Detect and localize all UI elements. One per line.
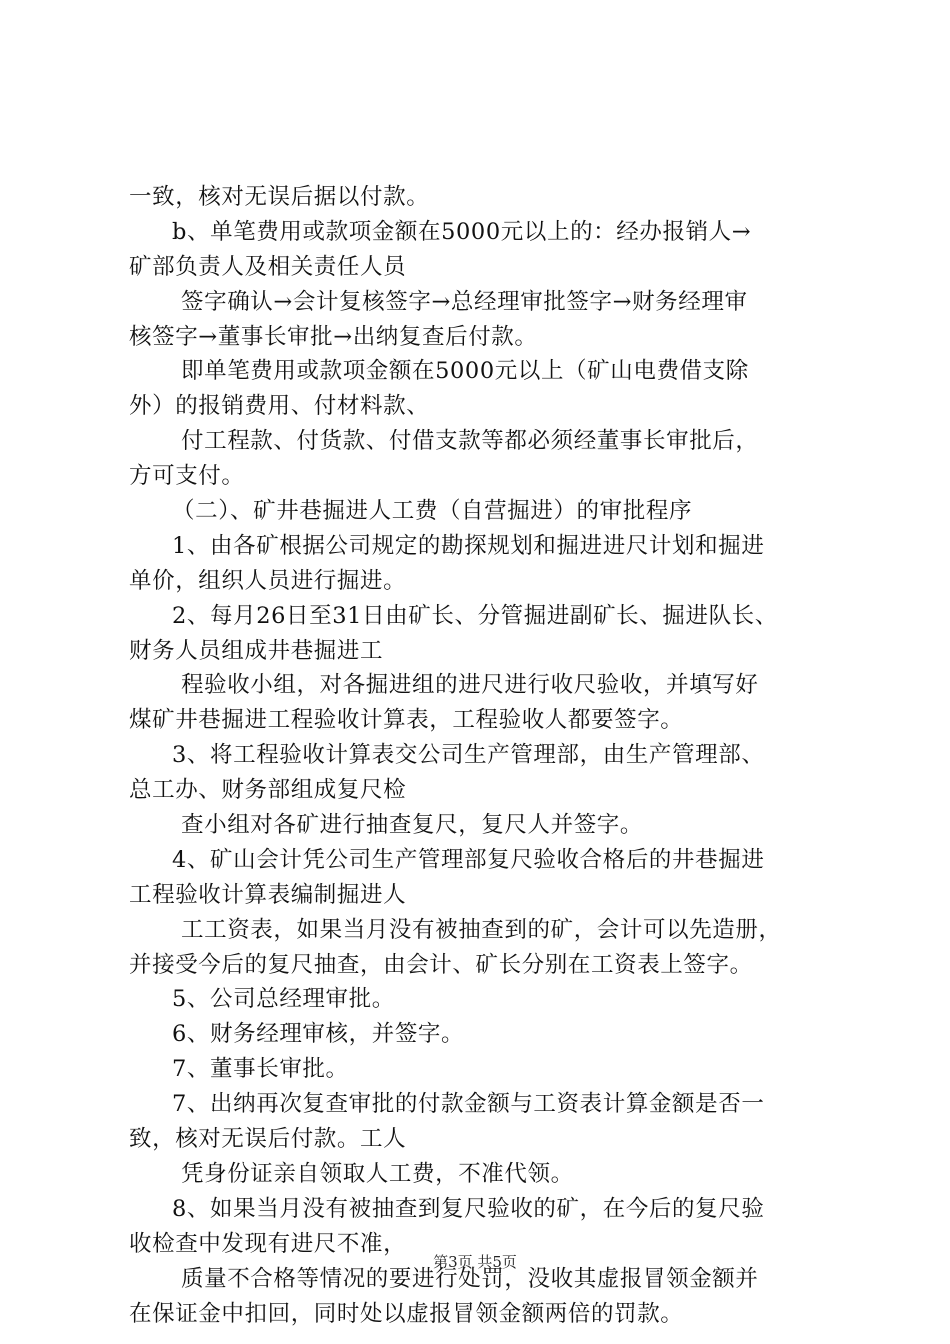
text-line: 方可支付。 xyxy=(129,463,245,490)
text-line: 5、公司总经理审批。 xyxy=(172,986,395,1013)
text-line: 程验收小组，对各掘进组的进尺进行收尺验收，并填写好 xyxy=(181,672,759,699)
text-line: 4、矿山会计凭公司生产管理部复尺验收合格后的井巷掘进 xyxy=(172,846,765,873)
text-line: 工程验收计算表编制掘进人 xyxy=(129,881,407,908)
text-line: 财务人员组成井巷掘进工 xyxy=(129,637,384,664)
text-line: 在保证金中扣回，同时处以虚报冒领金额两倍的罚款。 xyxy=(129,1300,684,1327)
text-line: 2、每月26日至31日由矿长、分管掘进副矿长、掘进队长、 xyxy=(172,602,778,629)
text-line: 单价，组织人员进行掘进。 xyxy=(129,567,407,594)
text-line: 工工资表，如果当月没有被抽查到的矿，会计可以先造册， xyxy=(181,916,782,943)
text-line: 1、由各矿根据公司规定的勘探规划和掘进进尺计划和掘进 xyxy=(172,532,765,559)
text-line: 3、将工程验收计算表交公司生产管理部，由生产管理部、 xyxy=(172,742,765,769)
text-line: 核签字→董事长审批→出纳复查后付款。 xyxy=(129,323,538,350)
text-line: （二）、矿井巷掘进人工费（自营掘进）的审批程序 xyxy=(172,498,693,525)
text-line: 收检查中发现有进尺不准， xyxy=(129,1230,407,1257)
text-line: 签字确认→会计复核签字→总经理审批签字→财务经理审 xyxy=(181,288,748,315)
text-line: 矿部负责人及相关责任人员 xyxy=(129,253,407,280)
text-line: 7、出纳再次复查审批的付款金额与工资表计算金额是否一 xyxy=(172,1091,765,1118)
text-line: 即单笔费用或款项金额在5000元以上（矿山电费借支除 xyxy=(181,358,749,385)
text-line: 一致，核对无误后据以付款。 xyxy=(129,184,430,210)
text-line: 6、财务经理审核，并签字。 xyxy=(172,1021,465,1048)
text-line: 煤矿井巷掘进工程验收计算表，工程验收人都要签字。 xyxy=(129,707,684,734)
text-line: 致，核对无误后付款。工人 xyxy=(129,1126,407,1153)
text-line: 7、董事长审批。 xyxy=(172,1056,349,1083)
text-line: 外）的报销费用、付材料款、 xyxy=(129,393,430,420)
text-line: 凭身份证亲自领取人工费，不准代领。 xyxy=(181,1160,574,1187)
text-line: 并接受今后的复尺抽查，由会计、矿长分别在工资表上签字。 xyxy=(129,951,753,978)
text-line: 总工办、财务部组成复尺检 xyxy=(129,777,407,804)
document-body xyxy=(129,180,849,1331)
text-line: 查小组对各矿进行抽查复尺，复尺人并签字。 xyxy=(181,812,644,839)
text-line: 质量不合格等情况的要进行处罚，没收其虚报冒领金额并 xyxy=(181,1265,759,1292)
text-line: 8、如果当月没有被抽查到复尺验收的矿，在今后的复尺验 xyxy=(172,1195,765,1222)
page-footer: 第3页 共5页 xyxy=(433,1253,517,1271)
text-line: b、单笔费用或款项金额在5000元以上的：经办报销人→ xyxy=(172,218,752,245)
text-line: 付工程款、付货款、付借支款等都必须经董事长审批后， xyxy=(181,428,759,455)
